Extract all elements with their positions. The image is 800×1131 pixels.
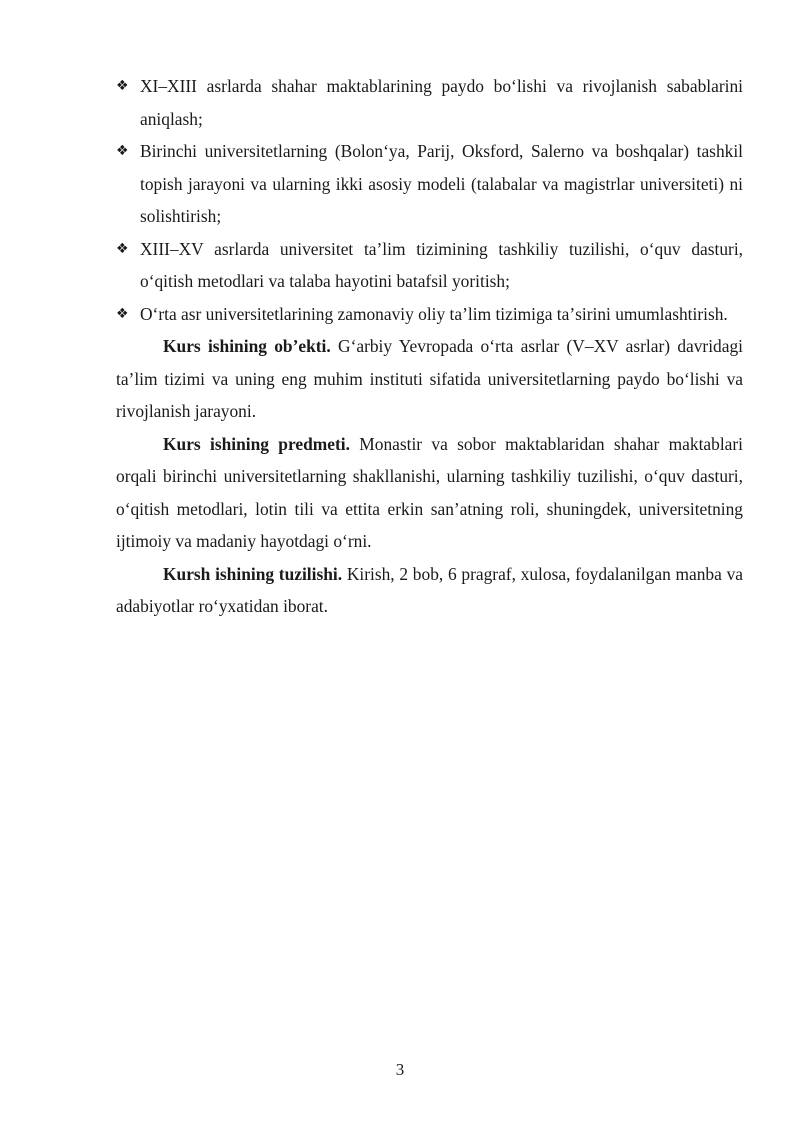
structure-label: Kursh ishining tuzilishi.: [163, 563, 343, 584]
objective-item: [116, 70, 743, 135]
objective-text: Birinchi universitetlarning (Bolonʻya, Parij, Oksford, Salerno va boshqalar) tashkil topish jarayoni va ularning ikki asosiy modeli (talabalar va magistrlar universiteti) ni solishtirish;: [140, 141, 743, 226]
structure-text: Kirish, 2 bob, 6 pragraf, xulosa, foydalanilgan manba va adabiyotlar roʻyxatidan iborat.: [116, 563, 743, 616]
structure-paragraph: [116, 558, 743, 623]
subject-label: Kurs ishining predmeti.: [163, 433, 350, 454]
object-label: Kurs ishining obʼekti.: [163, 336, 331, 356]
diamond-bullet-icon: ❖: [116, 305, 129, 322]
diamond-bullet-icon: ❖: [116, 143, 129, 159]
objective-item: [116, 135, 743, 233]
page-number: 3: [395, 1060, 405, 1079]
document-body: [116, 70, 743, 623]
diamond-bullet-icon: ❖: [116, 240, 129, 257]
objective-text: XIII–XV asrlarda universitet taʼlim tizimining tashkiliy tuzilishi, oʻquv dasturi, oʻqitish metodlari va talaba hayotini batafsil yoritish;: [140, 238, 743, 291]
objective-text: XI–XIII asrlarda shahar maktablarining paydo boʻlishi va rivojlanish sabablarini aniqlash;: [140, 76, 743, 129]
diamond-bullet-icon: ❖: [116, 78, 129, 94]
subject-text: Monastir va sobor maktablaridan shahar maktablari orqali birinchi universitetlarning shakllanishi, ularning tashkiliy tuzilishi, oʻquv dasturi, oʻqitish metodlari, lotin tili va ettita erkin sanʼatning roli, shuningdek, universitetning ijtimoiy va madaniy hayotdagi oʻrni.: [116, 433, 743, 551]
subject-paragraph: [116, 428, 743, 558]
objective-item: [116, 233, 743, 298]
object-text: Gʻarbiy Yevropada oʻrta asrlar (V–XV asrlar) davridagi taʼlim tizimi va uning eng muhim instituti sifatida universitetlarning paydo boʻlishi va rivojlanish jarayoni.: [116, 336, 743, 421]
object-paragraph: [116, 330, 743, 428]
objective-text: Oʻrta asr universitetlarining zamonaviy oliy taʼlim tizimiga taʼsirini umumlashtirish.: [140, 303, 728, 324]
objective-item: [116, 298, 743, 331]
